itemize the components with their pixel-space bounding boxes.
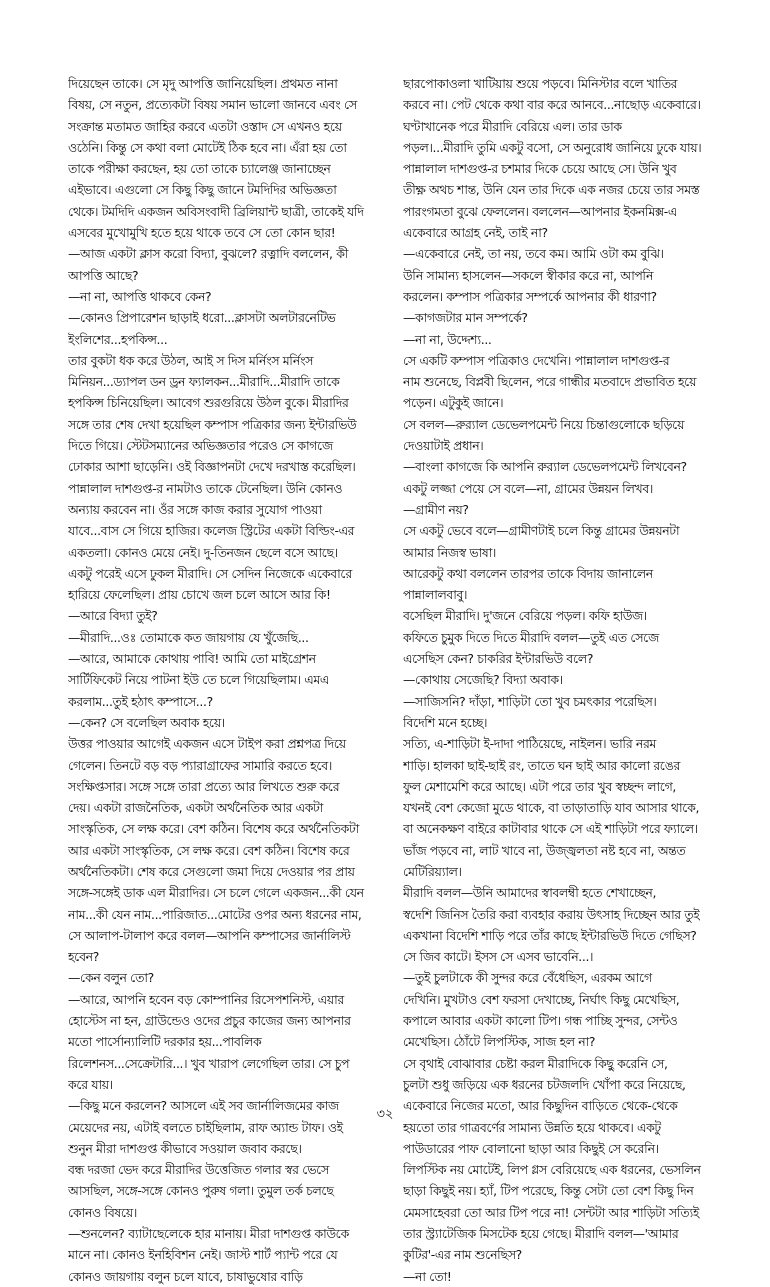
text-line: কফিতে চুমুক দিতে দিতে মীরাদি বলল—তুই এত সেজে bbox=[403, 629, 659, 645]
text-line: থেকে। টমদিদি একজন অবিসংবাদী ব্রিলিয়ান্ট ছাত্রী, তাকেই যদি bbox=[68, 203, 364, 219]
text-line: —কিছু মনে করলেন? আসলে এই সব জার্নালিজমের কাজ bbox=[68, 1098, 339, 1114]
text-line: সার্টিফিকেট নিয়ে পাটনা ইউ তে চলে গিয়েছিলাম। এমএ bbox=[68, 672, 329, 688]
page-number: ৩২ bbox=[376, 1107, 394, 1122]
text-line: ছাড়া কিছুই নয়। হ্যাঁ, টিপ পরেছে, কিন্তু সেটা তো বেশ কিছু দিন bbox=[403, 1183, 694, 1199]
text-line: তাকে পরীক্ষা করছেন, হয় তো তাকে চ্যালেঞ্জ জানাচ্ছেন bbox=[68, 161, 331, 177]
text-line: আপত্তি আছে? bbox=[68, 267, 139, 283]
text-line: সঙ্গে-সঙ্গেই ডাক এল মীরাদির। সে চলে গেলে একজন...কী যেন bbox=[68, 885, 364, 901]
text-line: হবেন? bbox=[68, 949, 99, 965]
text-line: এসেছিস কেন? চাকরির ইন্টারভিউ বলে? bbox=[403, 651, 594, 667]
text-line: —কোথায় সেজেছি? বিদ্যা অবাক। bbox=[403, 672, 563, 688]
text-line: দেখিনি। মুখটাও বেশ ফরসা দেখাচ্ছে, নির্ঘাৎ কিছু মেখেছিস, bbox=[403, 991, 680, 1007]
text-line: মিনিয়ন...ড্যাপল ডন ড্রন ফ্যালকন...মীরাদি...মীরাদি তাকে bbox=[68, 374, 340, 390]
text-line: স্বদেশি জিনিস তৈরি করা ব্যবহার করায় উৎসাহ দিচ্ছেন আর তুই bbox=[403, 906, 700, 922]
text-line: —কোনও প্রিপারেশন ছাড়াই ধরো...ক্লাসটা অলটারনেটিভ bbox=[68, 310, 336, 326]
text-line: —আজ একটা ক্লাস করো বিদ্যা, বুঝলে? রত্নাদি বললেন, কী bbox=[68, 246, 349, 262]
text-line: সে একটু ভেবে বলে—গ্রামীণটাই চলে কিন্তু গ্রামের উন্নয়নটা bbox=[403, 523, 680, 539]
text-line: সে বলল—রুর‍্যাল ডেভেলপমেন্ট নিয়ে চিন্তাগুলোকে ছড়িয়ে bbox=[403, 416, 685, 432]
text-line: দিয়েছেন তাকে। সে মৃদু আপত্তি জানিয়েছিল। প্রথমত নানা bbox=[68, 76, 338, 91]
text-line: যাবে...বাস সে গিয়ে হাজির। কলেজ স্ট্রিটের একটা বিল্ডিং-এর bbox=[68, 523, 355, 539]
text-line: মতো পার্সোন্যালিটি দরকার হয়...পাবলিক bbox=[68, 1034, 262, 1050]
text-line: ভাঁজ পড়বে না, লাট খাবে না, উজ্জ্বলতা নষ্ট হবে না, অন্তত bbox=[403, 842, 686, 858]
text-line: সংক্ষিপ্তসার। সঙ্গে সঙ্গে তারা প্রত্যে আর লিখতে শুরু করে bbox=[68, 778, 340, 794]
text-line: গেলেন। তিনটে বড় বড় প্যারাগ্রাফের সামারি করতে হবে। bbox=[68, 757, 332, 773]
text-line: কোনও বিষয়ে। bbox=[68, 1204, 137, 1220]
text-line: অন্যায় করবেন না। ওঁর সঙ্গে কাজ করার সুযোগ পাওয়া bbox=[68, 501, 322, 517]
text-line: মেমসাহেবরা তো আর টিপ পরে না! সেন্টটা আর শাড়িটা সত্যিই bbox=[403, 1204, 699, 1220]
text-line: সে বৃথাই বোঝাবার চেষ্টা করল মীরাদিকে কিছুু করেনি সে, bbox=[403, 1055, 668, 1071]
text-line: একতলা। কোনও মেয়ে নেই। দু-তিনজন ছেলে বসে আছে। bbox=[68, 544, 338, 560]
text-line: একেবারে নিজের মতো, আর কিছুদিন বাড়িতে থেকে-থেকে bbox=[403, 1098, 678, 1114]
text-line: —আরে, আপনি হবেন বড় কোম্পানির রিসেপশনিস্ট, এয়ার bbox=[68, 991, 344, 1007]
text-line: পান্নালালবাবু। bbox=[403, 587, 468, 603]
text-line: লিপস্টিক নয় মোটেই, লিপ গ্লস বেরিয়েছে এক ধরনের, ভেসলিন bbox=[403, 1162, 701, 1178]
text-line: মেটিরিয়্যাল। bbox=[403, 863, 462, 879]
text-line: পাউডারের পাফ বোলানো ছাড়া আর কিছুই সে করেনি। bbox=[403, 1140, 659, 1156]
text-line: করলেন। কম্পাস পত্রিকার সম্পর্কে আপনার কী ধারণা? bbox=[403, 288, 657, 304]
text-line: তার স্ট্র্যাটেজিক মিসটেক হয়ে গেছে। মীরাদি বলল—'আমার bbox=[403, 1226, 679, 1242]
text-line: —তুই চুলটাকে কী সুন্দর করে বেঁধেছিস, এরকম আগে bbox=[403, 970, 652, 986]
text-line: করলাম...তুই হঠাৎ কম্পাসে...? bbox=[68, 693, 213, 709]
text-line: —না তো! bbox=[403, 1268, 452, 1284]
text-line: উত্তর পাওয়ার আগেই একজন এসে টাইপ করা প্রশ্নপত্র দিয়ে bbox=[68, 736, 346, 752]
text-line: দেওয়াটাই প্রধান। bbox=[403, 438, 484, 454]
text-line: আরেকটু কথা বললেন তারপর তাকে বিদায় জানালেন bbox=[403, 565, 653, 581]
text-line: সংক্রান্ত মতামত জাহির করবে এতটা ওস্তাদ সে এখনও হয়ে bbox=[68, 118, 342, 134]
text-line: বিদেশি মনে হচ্ছে। bbox=[403, 714, 488, 730]
text-line: মেখেছিস। ঠোঁটে লিপস্টিক, সাজ হল না? bbox=[403, 1034, 596, 1050]
text-line: সাংস্কৃতিক, সে লক্ষ করে। বেশ কঠিন। বিশেষ করে অর্থনৈতিকটা bbox=[68, 821, 359, 837]
text-line: হোস্টেস না হন, গ্রাউন্ডেও ওদের প্রচুর কাজের জন্য আপনার bbox=[68, 1013, 351, 1029]
text-line: একটু লজ্জা পেয়ে সে বলে—না, গ্রামের উন্নয়ন লিখব। bbox=[403, 480, 653, 496]
text-line: ওঠেনি। কিন্তু সে কথা বলা মোটেই ঠিক হবে না। এঁরা হয় তো bbox=[68, 139, 347, 155]
text-line: এসবের মুখোমুখি হতে হয়ে থাকে তবে সে তো কোন ছার! bbox=[68, 225, 336, 241]
text-line: ইংলিশের...হপকিন্স... bbox=[68, 331, 168, 347]
text-line: দিতে গিয়ে। স্টেটসম্যানের অভিজ্ঞতার পরেও সে কাগজে bbox=[68, 438, 333, 454]
text-line: পান্নালাল দাশগুপ্ত-র নামটাও তাকে টেনেছিল। উনি কোনও bbox=[68, 480, 343, 496]
text-line: একটু পরেই এসে ঢুকল মীরাদি। সে সেদিন নিজেকে একেবারে bbox=[68, 565, 352, 581]
text-line: হপকিন্স চিনিয়েছিল। আবেগ শুরগুরিয়ে উঠল বুকে। মীরাদির bbox=[68, 395, 349, 411]
text-line: বা অনেকক্ষণ বাইরে কাটাবার থাকে সে এই শাড়িটা পরে ফ্যালে। bbox=[403, 821, 698, 837]
text-line: —বাংলা কাগজে কি আপনি রুর‍্যাল ডেভেলপমেন্ট লিখবেন? bbox=[403, 459, 687, 475]
text-line: শুনুন মীরা দাশগুপ্ত কীভাবে সওয়াল জবাব করছে। bbox=[68, 1140, 302, 1156]
text-line: একেবারে আগ্রহ নেই, তাই না? bbox=[403, 225, 548, 241]
text-line: সে জিব কাটে। ইসস সে এসব ভাবেনি...। bbox=[403, 949, 594, 965]
text-line: তীক্ষ্ণ অথচ শান্ত, উনি যেন তার দিকে এক নজর চেয়ে তার সমস্ত bbox=[403, 182, 700, 198]
text-line: তার বুকটা ধক করে উঠল, আই স দিস মর্নিংস মর্নিংস bbox=[68, 352, 314, 368]
text-line: অর্থনৈতিকটা। শেষ করে সেগুলো জমা দিয়ে দেওয়ার পর প্রায় bbox=[68, 863, 355, 879]
text-line: চুলটা শুধু জড়িয়ে এক ধরনের চটজলদি খোঁপা করে নিয়েছে, bbox=[403, 1076, 686, 1092]
text-line: দেয়। একটা রাজনৈতিক, একটা অর্থনৈতিক আর একটা bbox=[68, 800, 324, 816]
text-line: ঘণ্টাখানেক পরে মীরাদি বেরিয়ে এল। তার ডাক bbox=[403, 118, 622, 134]
text-line: শাড়ি। হালকা ছাই-ছাই রং, তাতে ঘন ছাই আর কালো রঙের bbox=[403, 757, 680, 773]
text-line: উনি সামান্য হাসলেন—সকলে স্বীকার করে না, আপনি bbox=[403, 267, 654, 283]
text-line: বসেছিল মীরাদি। দু'জনে বেরিয়ে পড়ল। কফি হাউজ। bbox=[403, 608, 647, 624]
text-line: হারিয়ে ফেলেছিল। প্রায় চোখে জল চলে আসে আর কি! bbox=[68, 587, 331, 603]
text-line: সে আলাপ-টালাপ করে বলল—আপনি কম্পাসের জার্নালিস্ট bbox=[68, 927, 351, 943]
text-line: পড়েন। এটুকুই জানে। bbox=[403, 395, 504, 411]
text-line: —শুনলেন? ব্যাটাছেলেকে হার মানায়। মীরা দাশগুপ্ত কাউকে bbox=[68, 1226, 349, 1242]
text-line: পড়ল।...মীরাদি তুমি একটু বসো, সে অনুরোধ জানিয়ে ঢুকে যায়। bbox=[403, 139, 702, 155]
text-line: করে যায়। bbox=[68, 1076, 113, 1092]
text-line: ঢোকার আশা ছাড়েনি। ওই বিজ্ঞাপনটা দেখে দরখাস্ত করেছিল। bbox=[68, 459, 356, 475]
text-line: কোনও জায়গায় বলুন চলে যাবে, চাষাভুষোর বাড়ি bbox=[68, 1268, 303, 1284]
text-line: —না না, উদ্দেশ্য... bbox=[403, 331, 492, 347]
text-line: —গ্রামীণ নয়? bbox=[403, 501, 469, 517]
text-line: রিলেশনস...সেক্রেটারি...। খুব খারাপ লেগেছিল তার। সে চুপ bbox=[68, 1055, 350, 1071]
text-line: সত্যি, এ-শাড়িটা ই-দাদা পাঠিয়েছে, নাইলন। ভারি নরম bbox=[403, 736, 656, 752]
text-line: পান্নালাল দাশগুপ্ত-র চশমার দিকে চেয়ে আছে সে। উনি খুব bbox=[403, 161, 677, 177]
text-line: আমার নিজস্ব ভাষা। bbox=[403, 544, 497, 560]
text-line: নাম...কী যেন নাম...পারিজাত...মোটের ওপর অন্য ধরনের নাম, bbox=[68, 906, 362, 922]
text-line: মানে না। কোনও ইনহিবিশন নেই। জাস্ট শার্ট প্যান্ট পরে যে bbox=[68, 1247, 338, 1263]
text-line: সে একটি কম্পাস পত্রিকাও দেখেনি। পান্নালাল দাশগুপ্ত-র bbox=[403, 352, 670, 368]
text-line: —কেন? সে বলেছিল অবাক হয়ে। bbox=[68, 714, 225, 730]
text-line: —না না, আপত্তি থাকবে কেন? bbox=[68, 288, 212, 304]
text-line: যখনই বেশ কেজো মুডে থাকে, বা তাড়াতাড়ি যাব আসার থাকে, bbox=[403, 800, 700, 816]
text-line: মেয়েদের নয়, এটাই বলতে চাইছিলাম, রাফ অ্যান্ড টাফ। ওই bbox=[68, 1119, 343, 1135]
text-line: —কাগজটার মান সম্পর্কে? bbox=[403, 310, 528, 326]
text-line: করবে না। পেট থেকে কথা বার করে আনবে...নাছোড় একেবারে। bbox=[403, 97, 701, 113]
text-line: —আরে, আমাকে কোথায় পাবি! আমি তো মাইগ্রেশন bbox=[68, 651, 316, 667]
text-line: —আরে বিদ্যা তুই? bbox=[68, 608, 158, 624]
text-line: কপালে আবার একটা কালো টিপ। গন্ধ পাচ্ছি সুন্দর, সেন্টও bbox=[403, 1013, 678, 1029]
text-line: হয়তো তার গাত্রবর্ণের সামান্য উন্নতি হয়ে থাকবে। একটু bbox=[403, 1119, 661, 1135]
text-line: এইভাবে। এগুলো সে কিছু কিছু জানে টমদিদির অভিজ্ঞতা bbox=[68, 182, 337, 198]
text-line: সঙ্গে তার শেষ দেখা হয়েছিল কম্পাস পত্রিকার জন্য ইন্টারভিউ bbox=[68, 416, 357, 432]
text-line: —একেবারে নেই, তা নয়, তবে কম। আমি ওটা কম বুঝি। bbox=[403, 246, 664, 262]
text-line: বিষয়, সে নতুন, প্রত্যেকটা বিষয় সমান ভালো জানবে এবং সে bbox=[68, 97, 357, 113]
text-line: —কেন বলুন তো? bbox=[68, 970, 154, 986]
text-line: কুটির'-এর নাম শুনেছিস? bbox=[403, 1247, 522, 1263]
text-line: নাম শুনেছে, বিপ্লবী ছিলেন, পরে গান্ধীর মতবাদে প্রভাবিত হয়ে bbox=[403, 374, 697, 390]
text-line: একখানা বিদেশি শাড়ি পরে তাঁর কাছে ইন্টারভিউ দিতে গেছিস? bbox=[403, 927, 697, 943]
text-line: —মীরাদি...ওঃ তোমাকে কত জায়গায় যে খুঁজেছি... bbox=[68, 629, 309, 645]
text-line: আসছিল, সঙ্গে-সঙ্গে কোনও পুরুষ গলা। তুমুল তর্ক চলছে bbox=[68, 1183, 334, 1199]
text-line: পারংগমতা বুঝে ফেললেন। বললেন—আপনার ইকনমিক্স-এ bbox=[403, 203, 677, 219]
text-line: ছারপোকাওলা খাটিয়ায় শুয়ে পড়বে। মিনিস্টার বলে খাতির bbox=[403, 76, 678, 91]
text-line: আর একটা সাংস্কৃতিক, সে লক্ষ করে। বেশ কঠিন। বিশেষ করে bbox=[68, 842, 350, 858]
text-line: মীরাদি বলল—উনি আমাদের স্বাবলম্বী হতে শেখাচ্ছেন, bbox=[403, 885, 657, 901]
text-line: —সাজিসনি? দাঁড়া, শাড়িটা তো খুব চমৎকার পরেছিস। bbox=[403, 693, 657, 709]
text-line: ফুল মেশামেশি করে আছে। এটা পরে তার খুব স্বচ্ছন্দ লাগে, bbox=[403, 778, 677, 794]
text-line: বন্ধ দরজা ভেদ করে মীরাদির উত্তেজিত গলার স্বর ভেসে bbox=[68, 1162, 329, 1178]
